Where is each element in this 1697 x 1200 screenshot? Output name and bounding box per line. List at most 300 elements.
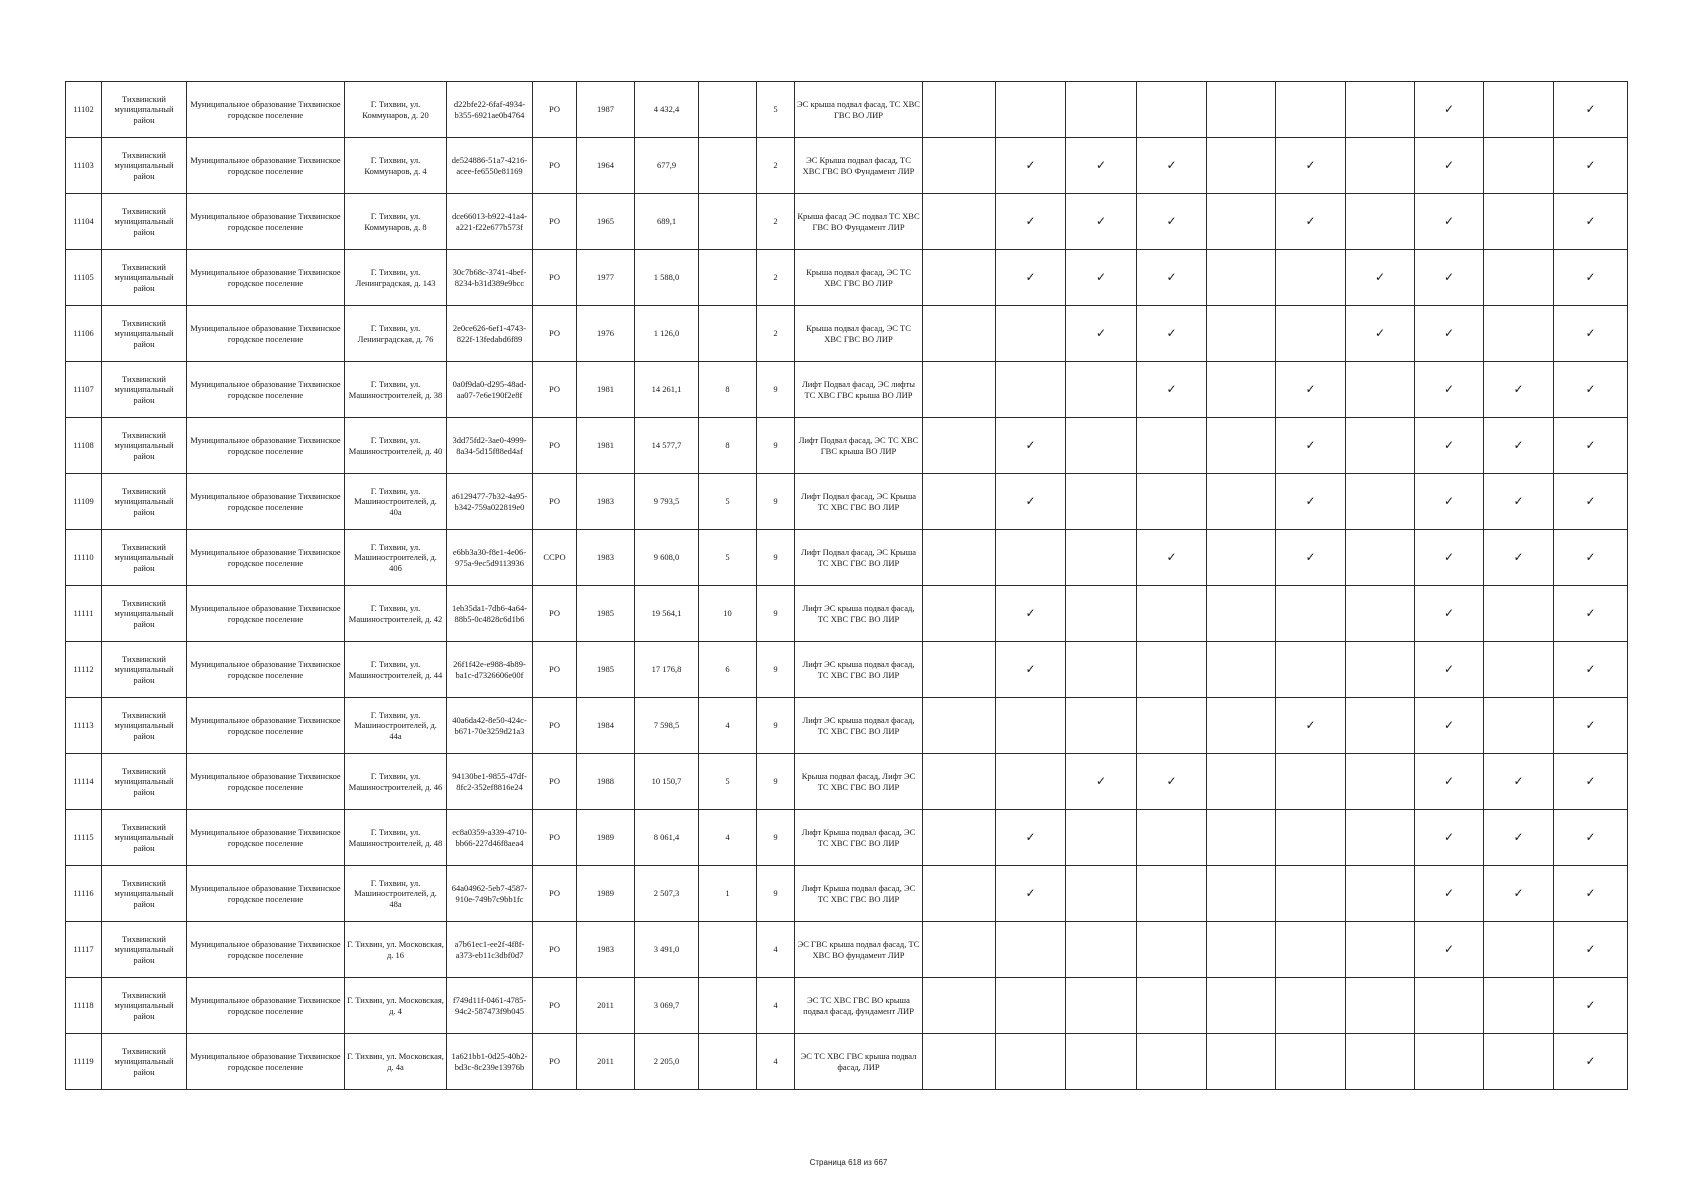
work-mark-cell — [1415, 586, 1484, 642]
work-mark-cell — [1484, 474, 1554, 530]
work-mark-cell — [1484, 362, 1554, 418]
work-mark-cell — [1415, 978, 1484, 1034]
work-mark-cell — [1554, 978, 1628, 1034]
work-mark-cell — [996, 754, 1066, 810]
work-mark-cell — [1415, 922, 1484, 978]
work-mark-cell — [1484, 586, 1554, 642]
municipality-cell: Муниципальное образование Тихвинское городское поселение — [187, 978, 345, 1034]
work-mark-cell — [923, 754, 996, 810]
row-number: 11114 — [66, 754, 102, 810]
entrances-cell: 5 — [699, 530, 757, 586]
address-cell: Г. Тихвин, ул. Машиностроителей, д. 44 — [345, 642, 447, 698]
municipality-cell: Муниципальное образование Тихвинское городское поселение — [187, 530, 345, 586]
housing-registry-table — [65, 81, 1628, 1090]
work-mark-cell — [1066, 194, 1137, 250]
table-row — [66, 82, 1628, 138]
checkmark-icon: ✓ — [1585, 998, 1596, 1012]
work-mark-cell — [1415, 194, 1484, 250]
checkmark-icon: ✓ — [1166, 270, 1177, 284]
house-code-cell: dce66013-b922-41a4-a221-f22e677b573f — [447, 194, 533, 250]
floors-cell: 9 — [757, 586, 795, 642]
house-code-cell: 94130be1-9855-47df-8fc2-352ef8816e24 — [447, 754, 533, 810]
work-mark-cell — [1207, 866, 1276, 922]
checkmark-icon: ✓ — [1025, 214, 1036, 228]
entrances-cell — [699, 138, 757, 194]
work-mark-cell — [1207, 306, 1276, 362]
checkmark-icon: ✓ — [1443, 214, 1455, 228]
work-mark-cell — [1276, 1034, 1346, 1090]
work-mark-cell — [1554, 642, 1628, 698]
address-cell: Г. Тихвин, ул. Машиностроителей, д. 40а — [345, 474, 447, 530]
work-mark-cell — [1415, 474, 1484, 530]
municipality-cell: Муниципальное образование Тихвинское городское поселение — [187, 754, 345, 810]
address-cell: Г. Тихвин, ул. Машиностроителей, д. 48а — [345, 866, 447, 922]
works-cell: ЭС Крыша подвал фасад, ТС ХВС ГВС ВО Фундамент ЛИР — [795, 138, 923, 194]
work-mark-cell — [996, 922, 1066, 978]
work-mark-cell — [996, 530, 1066, 586]
work-mark-cell — [1137, 922, 1207, 978]
work-mark-cell — [1066, 978, 1137, 1034]
checkmark-icon: ✓ — [1305, 382, 1316, 396]
address-cell: Г. Тихвин, ул. Коммунаров, д. 4 — [345, 138, 447, 194]
table-row — [66, 530, 1628, 586]
work-mark-cell — [1207, 530, 1276, 586]
floors-cell: 9 — [757, 866, 795, 922]
work-mark-cell — [1415, 306, 1484, 362]
work-mark-cell — [1276, 810, 1346, 866]
work-mark-cell — [1346, 642, 1415, 698]
works-cell: Крыша подвал фасад, ЭС ТС ХВС ГВС ВО ЛИР — [795, 306, 923, 362]
checkmark-icon: ✓ — [1513, 774, 1524, 788]
area-cell: 2 205,0 — [635, 1034, 699, 1090]
work-mark-cell — [1415, 250, 1484, 306]
checkmark-icon: ✓ — [1443, 662, 1455, 676]
checkmark-icon: ✓ — [1025, 438, 1036, 452]
works-cell: Крыша подвал фасад, Лифт ЭС ТС ХВС ГВС ВО ЛИР — [795, 754, 923, 810]
method-cell: РО — [533, 306, 577, 362]
work-mark-cell — [1276, 418, 1346, 474]
municipality-cell: Муниципальное образование Тихвинское городское поселение — [187, 474, 345, 530]
checkmark-icon: ✓ — [1585, 830, 1596, 844]
district-cell: Тихвинский муниципальный район — [102, 194, 187, 250]
checkmark-icon: ✓ — [1585, 438, 1596, 452]
work-mark-cell — [1137, 530, 1207, 586]
work-mark-cell — [1276, 978, 1346, 1034]
work-mark-cell — [1137, 138, 1207, 194]
checkmark-icon: ✓ — [1585, 270, 1596, 284]
district-cell: Тихвинский муниципальный район — [102, 362, 187, 418]
address-cell: Г. Тихвин, ул. Машиностроителей, д. 42 — [345, 586, 447, 642]
year-cell: 1988 — [577, 754, 635, 810]
district-cell: Тихвинский муниципальный район — [102, 138, 187, 194]
checkmark-icon: ✓ — [1305, 494, 1316, 508]
municipality-cell: Муниципальное образование Тихвинское городское поселение — [187, 586, 345, 642]
house-code-cell: 0a0f9da0-d295-48ad-aa07-7e6e190f2e8f — [447, 362, 533, 418]
municipality-cell: Муниципальное образование Тихвинское городское поселение — [187, 250, 345, 306]
work-mark-cell — [923, 530, 996, 586]
area-cell: 14 577,7 — [635, 418, 699, 474]
checkmark-icon: ✓ — [1443, 102, 1455, 116]
entrances-cell — [699, 194, 757, 250]
work-mark-cell — [1207, 922, 1276, 978]
checkmark-icon: ✓ — [1025, 494, 1036, 508]
work-mark-cell — [1276, 138, 1346, 194]
work-mark-cell — [1207, 250, 1276, 306]
work-mark-cell — [1484, 642, 1554, 698]
work-mark-cell — [1066, 1034, 1137, 1090]
entrances-cell — [699, 1034, 757, 1090]
checkmark-icon: ✓ — [1166, 550, 1177, 564]
work-mark-cell — [1276, 474, 1346, 530]
page-number: Страница 618 из 667 — [809, 1158, 888, 1167]
row-number: 11105 — [66, 250, 102, 306]
entrances-cell — [699, 306, 757, 362]
entrances-cell: 8 — [699, 362, 757, 418]
district-cell: Тихвинский муниципальный район — [102, 306, 187, 362]
method-cell: РО — [533, 474, 577, 530]
method-cell: РО — [533, 194, 577, 250]
area-cell: 14 261,1 — [635, 362, 699, 418]
work-mark-cell — [1207, 474, 1276, 530]
area-cell: 1 588,0 — [635, 250, 699, 306]
table-row — [66, 1034, 1628, 1090]
method-cell: РО — [533, 418, 577, 474]
house-code-cell: e6bb3a30-f8e1-4e06-975a-9ec5d9113936 — [447, 530, 533, 586]
work-mark-cell — [1066, 810, 1137, 866]
work-mark-cell — [1554, 866, 1628, 922]
district-cell: Тихвинский муниципальный район — [102, 474, 187, 530]
address-cell: Г. Тихвин, ул. Московская, д. 4а — [345, 1034, 447, 1090]
work-mark-cell — [1346, 698, 1415, 754]
address-cell: Г. Тихвин, ул. Коммунаров, д. 20 — [345, 82, 447, 138]
entrances-cell: 4 — [699, 810, 757, 866]
table-row — [66, 418, 1628, 474]
entrances-cell: 8 — [699, 418, 757, 474]
checkmark-icon: ✓ — [1585, 494, 1596, 508]
checkmark-icon: ✓ — [1513, 382, 1524, 396]
row-number: 11110 — [66, 530, 102, 586]
entrances-cell: 5 — [699, 474, 757, 530]
checkmark-icon: ✓ — [1166, 382, 1177, 396]
work-mark-cell — [1484, 978, 1554, 1034]
work-mark-cell — [1276, 642, 1346, 698]
address-cell: Г. Тихвин, ул. Коммунаров, д. 8 — [345, 194, 447, 250]
work-mark-cell — [996, 138, 1066, 194]
floors-cell: 9 — [757, 754, 795, 810]
checkmark-icon: ✓ — [1305, 718, 1316, 732]
entrances-cell: 5 — [699, 754, 757, 810]
district-cell: Тихвинский муниципальный район — [102, 866, 187, 922]
floors-cell: 4 — [757, 978, 795, 1034]
works-cell: Лифт ЭС крыша подвал фасад, ТС ХВС ГВС ВО ЛИР — [795, 698, 923, 754]
works-cell: ЭС крыша подвал фасад, ТС ХВС ГВС ВО ЛИР — [795, 82, 923, 138]
work-mark-cell — [1554, 586, 1628, 642]
checkmark-icon: ✓ — [1166, 774, 1177, 788]
checkmark-icon: ✓ — [1305, 550, 1316, 564]
work-mark-cell — [1207, 82, 1276, 138]
district-cell: Тихвинский муниципальный район — [102, 250, 187, 306]
year-cell: 1984 — [577, 698, 635, 754]
works-cell: Лифт Подвал фасад, ЭС лифты ТС ХВС ГВС крыша ВО ЛИР — [795, 362, 923, 418]
works-cell: Лифт Подвал фасад, ЭС ТС ХВС ГВС крыша ВО ЛИР — [795, 418, 923, 474]
work-mark-cell — [996, 866, 1066, 922]
checkmark-icon: ✓ — [1025, 886, 1036, 900]
work-mark-cell — [1415, 754, 1484, 810]
work-mark-cell — [1346, 866, 1415, 922]
year-cell: 2011 — [577, 978, 635, 1034]
work-mark-cell — [1415, 418, 1484, 474]
entrances-cell: 6 — [699, 642, 757, 698]
checkmark-icon: ✓ — [1443, 270, 1455, 284]
work-mark-cell — [1137, 698, 1207, 754]
table-row — [66, 978, 1628, 1034]
entrances-cell: 4 — [699, 698, 757, 754]
checkmark-icon: ✓ — [1025, 606, 1036, 620]
row-number: 11119 — [66, 1034, 102, 1090]
municipality-cell: Муниципальное образование Тихвинское городское поселение — [187, 866, 345, 922]
checkmark-icon: ✓ — [1374, 326, 1386, 340]
area-cell: 17 176,8 — [635, 642, 699, 698]
table-row — [66, 474, 1628, 530]
works-cell: Лифт Подвал фасад, ЭС Крыша ТС ХВС ГВС ВО ЛИР — [795, 530, 923, 586]
house-code-cell: 30c7b68c-3741-4bef-8234-b31d389e9bcc — [447, 250, 533, 306]
checkmark-icon: ✓ — [1095, 270, 1107, 284]
area-cell: 9 793,5 — [635, 474, 699, 530]
municipality-cell: Муниципальное образование Тихвинское городское поселение — [187, 698, 345, 754]
checkmark-icon: ✓ — [1585, 550, 1596, 564]
district-cell: Тихвинский муниципальный район — [102, 978, 187, 1034]
table-row — [66, 362, 1628, 418]
work-mark-cell — [1554, 250, 1628, 306]
area-cell: 9 608,0 — [635, 530, 699, 586]
checkmark-icon: ✓ — [1443, 718, 1455, 732]
work-mark-cell — [923, 82, 996, 138]
checkmark-icon: ✓ — [1025, 830, 1036, 844]
works-cell: ЭС ТС ХВС ГВС крыша подвал фасад, ЛИР — [795, 1034, 923, 1090]
checkmark-icon: ✓ — [1443, 606, 1455, 620]
work-mark-cell — [1484, 250, 1554, 306]
checkmark-icon: ✓ — [1443, 774, 1455, 788]
work-mark-cell — [1066, 530, 1137, 586]
work-mark-cell — [1346, 138, 1415, 194]
work-mark-cell — [923, 642, 996, 698]
work-mark-cell — [1207, 754, 1276, 810]
work-mark-cell — [1137, 754, 1207, 810]
work-mark-cell — [1346, 250, 1415, 306]
method-cell: РО — [533, 250, 577, 306]
entrances-cell — [699, 82, 757, 138]
work-mark-cell — [1066, 866, 1137, 922]
district-cell: Тихвинский муниципальный район — [102, 530, 187, 586]
area-cell: 10 150,7 — [635, 754, 699, 810]
work-mark-cell — [1554, 1034, 1628, 1090]
work-mark-cell — [1554, 698, 1628, 754]
work-mark-cell — [996, 194, 1066, 250]
work-mark-cell — [1207, 810, 1276, 866]
row-number: 11102 — [66, 82, 102, 138]
work-mark-cell — [1415, 530, 1484, 586]
area-cell: 8 061,4 — [635, 810, 699, 866]
work-mark-cell — [923, 866, 996, 922]
checkmark-icon: ✓ — [1166, 214, 1177, 228]
works-cell: ЭС ТС ХВС ГВС ВО крыша подвал фасад, фундамент ЛИР — [795, 978, 923, 1034]
work-mark-cell — [1207, 418, 1276, 474]
work-mark-cell — [923, 586, 996, 642]
area-cell: 4 432,4 — [635, 82, 699, 138]
table-row — [66, 306, 1628, 362]
table-row — [66, 138, 1628, 194]
work-mark-cell — [1137, 250, 1207, 306]
method-cell: РО — [533, 754, 577, 810]
work-mark-cell — [996, 810, 1066, 866]
row-number: 11111 — [66, 586, 102, 642]
work-mark-cell — [1276, 250, 1346, 306]
work-mark-cell — [1484, 418, 1554, 474]
checkmark-icon: ✓ — [1025, 158, 1036, 172]
method-cell: РО — [533, 922, 577, 978]
area-cell: 1 126,0 — [635, 306, 699, 362]
work-mark-cell — [1137, 194, 1207, 250]
checkmark-icon: ✓ — [1585, 942, 1596, 956]
municipality-cell: Муниципальное образование Тихвинское городское поселение — [187, 362, 345, 418]
work-mark-cell — [1137, 978, 1207, 1034]
work-mark-cell — [1484, 138, 1554, 194]
work-mark-cell — [1137, 82, 1207, 138]
work-mark-cell — [1415, 698, 1484, 754]
checkmark-icon: ✓ — [1585, 214, 1596, 228]
floors-cell: 9 — [757, 642, 795, 698]
area-cell: 19 564,1 — [635, 586, 699, 642]
municipality-cell: Муниципальное образование Тихвинское городское поселение — [187, 82, 345, 138]
work-mark-cell — [1554, 362, 1628, 418]
work-mark-cell — [1346, 530, 1415, 586]
row-number: 11116 — [66, 866, 102, 922]
work-mark-cell — [1346, 810, 1415, 866]
work-mark-cell — [1066, 474, 1137, 530]
work-mark-cell — [1276, 194, 1346, 250]
checkmark-icon: ✓ — [1585, 774, 1596, 788]
checkmark-icon: ✓ — [1443, 942, 1455, 956]
row-number: 11108 — [66, 418, 102, 474]
work-mark-cell — [1415, 82, 1484, 138]
work-mark-cell — [1346, 474, 1415, 530]
work-mark-cell — [1346, 362, 1415, 418]
method-cell: РО — [533, 698, 577, 754]
address-cell: Г. Тихвин, ул. Машиностроителей, д. 44а — [345, 698, 447, 754]
work-mark-cell — [1137, 810, 1207, 866]
work-mark-cell — [1346, 978, 1415, 1034]
work-mark-cell — [1276, 530, 1346, 586]
work-mark-cell — [1066, 754, 1137, 810]
work-mark-cell — [996, 362, 1066, 418]
table-row — [66, 194, 1628, 250]
year-cell: 1985 — [577, 642, 635, 698]
work-mark-cell — [1207, 586, 1276, 642]
municipality-cell: Муниципальное образование Тихвинское городское поселение — [187, 418, 345, 474]
work-mark-cell — [1066, 418, 1137, 474]
work-mark-cell — [1554, 530, 1628, 586]
year-cell: 1964 — [577, 138, 635, 194]
work-mark-cell — [1484, 754, 1554, 810]
method-cell: ССРО — [533, 530, 577, 586]
municipality-cell: Муниципальное образование Тихвинское городское поселение — [187, 306, 345, 362]
work-mark-cell — [1066, 250, 1137, 306]
work-mark-cell — [1207, 1034, 1276, 1090]
year-cell: 1987 — [577, 82, 635, 138]
floors-cell: 4 — [757, 1034, 795, 1090]
floors-cell: 2 — [757, 306, 795, 362]
entrances-cell: 10 — [699, 586, 757, 642]
work-mark-cell — [1276, 754, 1346, 810]
work-mark-cell — [1346, 754, 1415, 810]
checkmark-icon: ✓ — [1095, 774, 1107, 788]
work-mark-cell — [923, 810, 996, 866]
work-mark-cell — [1484, 922, 1554, 978]
year-cell: 1985 — [577, 586, 635, 642]
checkmark-icon: ✓ — [1443, 494, 1455, 508]
district-cell: Тихвинский муниципальный район — [102, 922, 187, 978]
entrances-cell — [699, 922, 757, 978]
house-code-cell: ec8a0359-a339-4710-bb66-227d46f8aea4 — [447, 810, 533, 866]
address-cell: Г. Тихвин, ул. Московская, д. 4 — [345, 978, 447, 1034]
row-number: 11117 — [66, 922, 102, 978]
checkmark-icon: ✓ — [1585, 1054, 1596, 1068]
work-mark-cell — [1066, 698, 1137, 754]
checkmark-icon: ✓ — [1585, 382, 1596, 396]
row-number: 11113 — [66, 698, 102, 754]
checkmark-icon: ✓ — [1513, 886, 1524, 900]
work-mark-cell — [923, 922, 996, 978]
work-mark-cell — [1066, 642, 1137, 698]
checkmark-icon: ✓ — [1443, 158, 1455, 172]
table-row — [66, 642, 1628, 698]
checkmark-icon: ✓ — [1305, 438, 1316, 452]
work-mark-cell — [923, 306, 996, 362]
work-mark-cell — [1207, 642, 1276, 698]
method-cell: РО — [533, 866, 577, 922]
floors-cell: 9 — [757, 418, 795, 474]
work-mark-cell — [923, 194, 996, 250]
work-mark-cell — [1554, 922, 1628, 978]
entrances-cell — [699, 250, 757, 306]
work-mark-cell — [1484, 82, 1554, 138]
address-cell: Г. Тихвин, ул. Машиностроителей, д. 48 — [345, 810, 447, 866]
municipality-cell: Муниципальное образование Тихвинское городское поселение — [187, 1034, 345, 1090]
year-cell: 1983 — [577, 530, 635, 586]
work-mark-cell — [1137, 586, 1207, 642]
address-cell: Г. Тихвин, ул. Машиностроителей, д. 38 — [345, 362, 447, 418]
house-code-cell: 64a04962-5eb7-4587-910e-749b7c9bb1fc — [447, 866, 533, 922]
work-mark-cell — [1066, 138, 1137, 194]
address-cell: Г. Тихвин, ул. Ленинградская, д. 143 — [345, 250, 447, 306]
checkmark-icon: ✓ — [1443, 438, 1455, 452]
year-cell: 1989 — [577, 866, 635, 922]
row-number: 11112 — [66, 642, 102, 698]
work-mark-cell — [1066, 922, 1137, 978]
checkmark-icon: ✓ — [1443, 550, 1455, 564]
checkmark-icon: ✓ — [1166, 158, 1177, 172]
floors-cell: 2 — [757, 138, 795, 194]
year-cell: 1983 — [577, 474, 635, 530]
checkmark-icon: ✓ — [1585, 102, 1596, 116]
floors-cell: 4 — [757, 922, 795, 978]
floors-cell: 9 — [757, 698, 795, 754]
area-cell: 2 507,3 — [635, 866, 699, 922]
work-mark-cell — [1137, 866, 1207, 922]
row-number: 11103 — [66, 138, 102, 194]
work-mark-cell — [1346, 306, 1415, 362]
work-mark-cell — [1484, 530, 1554, 586]
